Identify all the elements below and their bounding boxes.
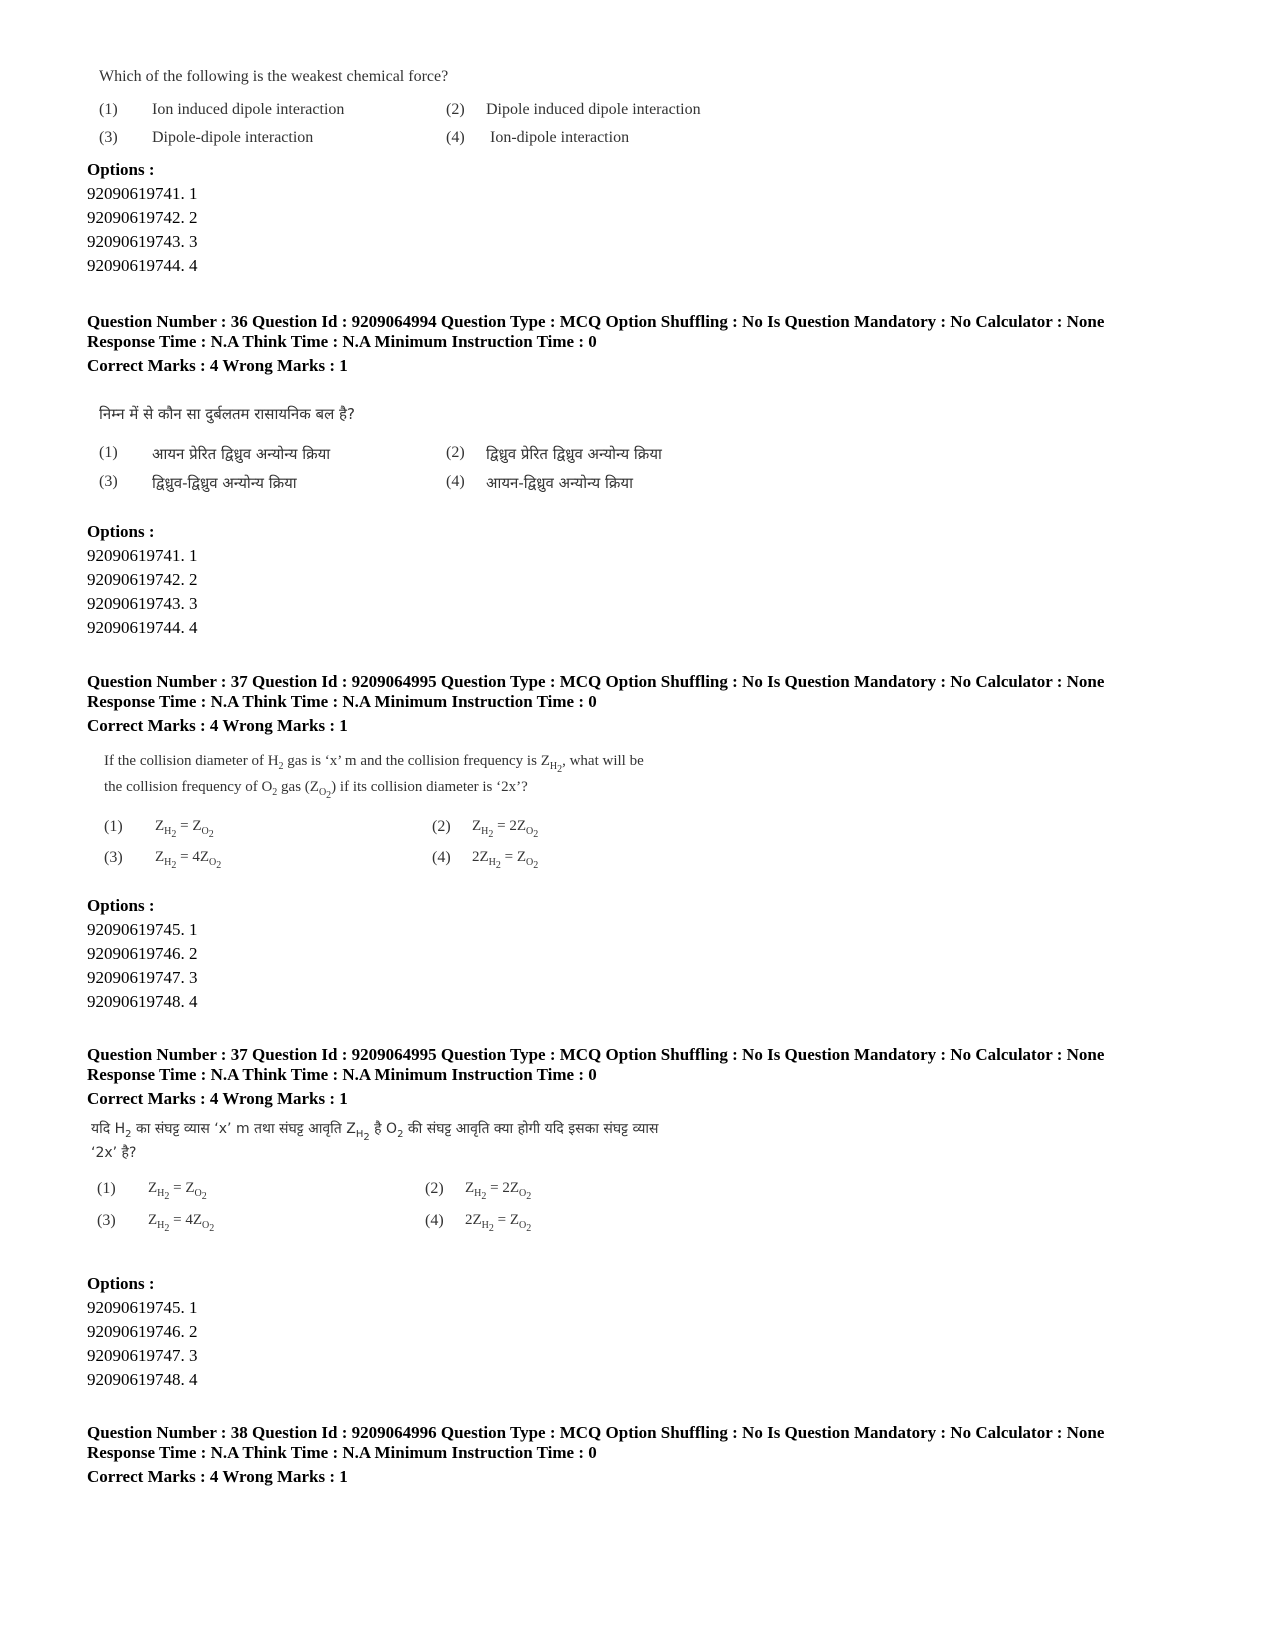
option-id: 92090619742. 2 bbox=[87, 208, 198, 227]
options-label: Options : bbox=[87, 522, 155, 541]
choice-text: द्विध्रुव-द्विध्रुव अन्योन्य क्रिया bbox=[152, 474, 297, 492]
question-text-line: the collision frequency of $O_2$ gas $(Z_{O_2})$ if its collision diameter is ‘2x’? bbox=[104, 779, 528, 801]
options-label: Options : bbox=[87, 160, 155, 179]
option-id: 92090619745. 1 bbox=[87, 1298, 198, 1317]
options-label: Options : bbox=[87, 896, 155, 915]
option-id: 92090619748. 4 bbox=[87, 992, 198, 1011]
choice-formula: $Z_{H_2} = Z_{O_2}$ bbox=[148, 1180, 207, 1202]
option-id: 92090619746. 2 bbox=[87, 1322, 198, 1341]
option-id: 92090619744. 4 bbox=[87, 256, 198, 275]
choice-number: (1) bbox=[104, 818, 123, 835]
option-id: 92090619742. 2 bbox=[87, 570, 198, 589]
question-meta: Response Time : N.A Think Time : N.A Minimum Instruction Time : 0 bbox=[87, 692, 597, 711]
question-meta: Question Number : 37 Question Id : 9209064995 Question Type : MCQ Option Shuffling : No Is Question Mandatory : No Calculator : None bbox=[87, 1045, 1105, 1064]
options-label: Options : bbox=[87, 1274, 155, 1293]
question-meta: Question Number : 37 Question Id : 9209064995 Question Type : MCQ Option Shuffling : No Is Question Mandatory : No Calculator : None bbox=[87, 672, 1105, 691]
choice-text: आयन-द्विध्रुव अन्योन्य क्रिया bbox=[486, 474, 633, 492]
choice-text: Dipole induced dipole interaction bbox=[486, 101, 701, 118]
question-meta: Response Time : N.A Think Time : N.A Minimum Instruction Time : 0 bbox=[87, 1443, 597, 1462]
choice-formula: $Z_{H_2} = 2Z_{O_2}$ bbox=[472, 818, 539, 840]
option-id: 92090619746. 2 bbox=[87, 944, 198, 963]
choice-number: (3) bbox=[104, 849, 123, 866]
choice-number: (4) bbox=[432, 849, 451, 866]
choice-text: आयन प्रेरित द्विध्रुव अन्योन्य क्रिया bbox=[152, 445, 331, 463]
choice-formula: $2Z_{H_2} = Z_{O_2}$ bbox=[465, 1212, 532, 1234]
question-marks: Correct Marks : 4 Wrong Marks : 1 bbox=[87, 1467, 348, 1486]
question-marks: Correct Marks : 4 Wrong Marks : 1 bbox=[87, 716, 348, 735]
choice-formula: $Z_{H_2} = 2Z_{O_2}$ bbox=[465, 1180, 532, 1202]
option-id: 92090619743. 3 bbox=[87, 232, 198, 251]
choice-number: (2) bbox=[425, 1180, 444, 1197]
option-id: 92090619747. 3 bbox=[87, 968, 198, 987]
choice-number: (2) bbox=[446, 444, 465, 461]
question-marks: Correct Marks : 4 Wrong Marks : 1 bbox=[87, 356, 348, 375]
choice-number: (1) bbox=[97, 1180, 116, 1197]
question-text-line: ‘2x’ है? bbox=[91, 1145, 137, 1161]
question-meta: Response Time : N.A Think Time : N.A Minimum Instruction Time : 0 bbox=[87, 1065, 597, 1084]
option-id: 92090619748. 4 bbox=[87, 1370, 198, 1389]
option-id: 92090619745. 1 bbox=[87, 920, 198, 939]
question-text: निम्न में से कौन सा दुर्बलतम रासायनिक बल है? bbox=[99, 405, 355, 423]
choice-number: (4) bbox=[425, 1212, 444, 1229]
choice-formula: $Z_{H_2} = 4Z_{O_2}$ bbox=[155, 849, 222, 871]
choice-formula: $Z_{H_2} = Z_{O_2}$ bbox=[155, 818, 214, 840]
question-meta: Question Number : 38 Question Id : 9209064996 Question Type : MCQ Option Shuffling : No Is Question Mandatory : No Calculator : None bbox=[87, 1423, 1105, 1442]
choice-text: Dipole-dipole interaction bbox=[152, 129, 314, 146]
question-text-line: यदि $H_2$ का संघट्ट व्यास ‘x’ m तथा संघट्ट आवृति $Z_{H_2}$ है $O_2$ की संघट्ट आवृति क्या होगी यदि इसका संघट्ट व्यास bbox=[91, 1121, 659, 1143]
choice-formula: $Z_{H_2} = 4Z_{O_2}$ bbox=[148, 1212, 215, 1234]
question-text: Which of the following is the weakest chemical force? bbox=[99, 68, 449, 85]
choice-number: (3) bbox=[99, 129, 118, 146]
option-id: 92090619741. 1 bbox=[87, 184, 198, 203]
choice-text: Ion induced dipole interaction bbox=[152, 101, 345, 118]
choice-text: द्विध्रुव प्रेरित द्विध्रुव अन्योन्य क्रिया bbox=[486, 445, 662, 463]
option-id: 92090619747. 3 bbox=[87, 1346, 198, 1365]
choice-formula: $2Z_{H_2} = Z_{O_2}$ bbox=[472, 849, 539, 871]
option-id: 92090619744. 4 bbox=[87, 618, 198, 637]
choice-number: (4) bbox=[446, 129, 465, 146]
option-id: 92090619743. 3 bbox=[87, 594, 198, 613]
question-text-line: If the collision diameter of $H_2$ gas is ‘x’ m and the collision frequency is $Z_{H_2}$, what will be bbox=[104, 753, 644, 775]
choice-number: (1) bbox=[99, 101, 118, 118]
question-meta: Response Time : N.A Think Time : N.A Minimum Instruction Time : 0 bbox=[87, 332, 597, 351]
choice-text: Ion-dipole interaction bbox=[490, 129, 630, 146]
choice-number: (3) bbox=[97, 1212, 116, 1229]
question-meta: Question Number : 36 Question Id : 9209064994 Question Type : MCQ Option Shuffling : No Is Question Mandatory : No Calculator : None bbox=[87, 312, 1105, 331]
option-id: 92090619741. 1 bbox=[87, 546, 198, 565]
choice-number: (2) bbox=[432, 818, 451, 835]
choice-number: (1) bbox=[99, 444, 118, 461]
choice-number: (3) bbox=[99, 473, 118, 490]
question-marks: Correct Marks : 4 Wrong Marks : 1 bbox=[87, 1089, 348, 1108]
choice-number: (4) bbox=[446, 473, 465, 490]
choice-number: (2) bbox=[446, 101, 465, 118]
